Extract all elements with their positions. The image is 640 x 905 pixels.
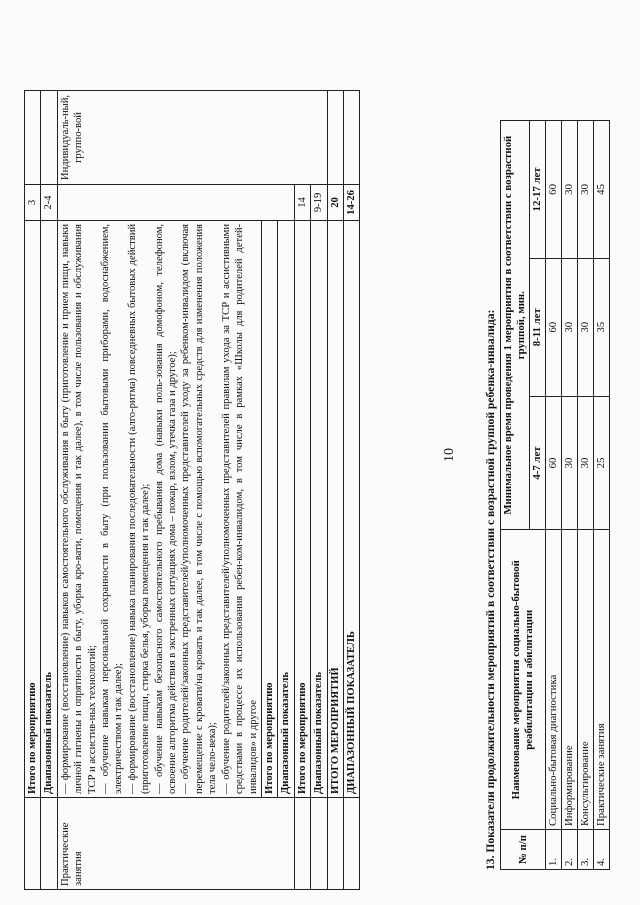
row-value: 30 (562, 396, 578, 530)
list-item: — формирование (восстановление) навыков самостоятельного обслуживания в быту (приготовление и прием пищи, навыки личной гигиены и опрятности в быту, уборка кро-вати, помещения и так далее), в том числе пользования и обслуживания ТСР и ассистив-ных технологий; (59, 223, 98, 795)
row-number: 4. (594, 830, 610, 870)
row-value: 25 (594, 396, 610, 530)
empty-cell (25, 798, 41, 890)
table-header-row (501, 121, 530, 870)
list-item: — формирование (восстановление) навыка планирования последовательности (алго-ритма) повседневных бытовых действий (приготовление пищи, стирка белья, уборка помещения и так далее); (126, 223, 152, 795)
table-row (57, 91, 261, 890)
category-cell: Практические занятия (57, 798, 294, 890)
column-header-name: Наименование мероприятия социально-бытовой реабилитации и абилитации (501, 530, 546, 830)
activities-table (24, 90, 360, 890)
empty-cell (41, 798, 57, 890)
table-row (25, 91, 41, 890)
list-item: — обучение родителей/законных представителей/уполномоченных представителей уходу за ребенком-инвалидом (включая перемещение с кровати/на кровать и так далее, в том числе с помощью вспомогательных средств для изменения положения тела чело-века); (180, 223, 219, 795)
total-value: 3 (25, 184, 41, 220)
grand-total-label: ИТОГО МЕРОПРИЯТИЙ (327, 220, 343, 797)
table-row (343, 91, 359, 890)
row-value: 30 (562, 258, 578, 396)
total-label: Итого по мероприятию (294, 220, 310, 797)
list-item: — обучение навыкам персональной сохранности в быту (при пользовании бытовыми приборами, водоснабжением, электричеством и так далее); (100, 223, 125, 795)
table-row (594, 121, 610, 870)
age-group-header: 8-11 лет (530, 258, 546, 396)
column-header-number: № п/п (501, 830, 546, 870)
table-row (562, 121, 578, 870)
column-header-time: Минимальное время проведения 1 мероприятия в соответствии с возрастной группой, мин. (501, 121, 530, 530)
age-group-header: 4-7 лет (530, 396, 546, 530)
row-number: 1. (546, 830, 562, 870)
items-cell (57, 220, 261, 797)
empty-cell (294, 798, 310, 890)
rotated-sheet (20, 12, 620, 892)
row-name: Информирование (562, 530, 578, 830)
empty-cell (311, 798, 327, 890)
row-name: Консультирование (578, 530, 594, 830)
table-row (311, 91, 327, 890)
row-value: 35 (594, 258, 610, 396)
grand-range-value: 14-26 (343, 184, 359, 220)
table-row (294, 91, 310, 890)
page-number: 10 (442, 448, 457, 462)
total-label: Итого по мероприятию (261, 220, 277, 797)
row-value: 60 (546, 396, 562, 530)
empty-cell (327, 798, 343, 890)
empty-cell (57, 184, 294, 220)
empty-cell (343, 91, 359, 185)
empty-cell (327, 91, 343, 185)
table-row (578, 121, 594, 870)
row-value: 30 (578, 258, 594, 396)
age-group-header: 12-17 лет (530, 121, 546, 259)
row-number: 2. (562, 830, 578, 870)
range-label: Диапазонный показатель (311, 220, 327, 797)
row-value: 30 (562, 121, 578, 259)
table-row (546, 121, 562, 870)
list-item: — обучение навыкам безопасного самостоятельного пребывания дома (навыки поль-зования домофоном, телефоном, освоение алгоритма действия в экстренных ситуациях дома – пожар, взлом, утечка газа и другое); (153, 223, 179, 795)
list-item: — обучение родителей/законных представителей/уполномоченных представителей правилам ухода за ТСР и ассистивными средствами в процессе их использования ребен-ком-инвалидом, в том числе в рамках «Школы для родителей детей-инвалидов» и другое (220, 223, 259, 795)
range-label: Диапазонный показатель (41, 220, 57, 797)
section-heading: 13. Показатели продолжительности мероприятий в соответствии с возрастной группой ребенка-инвалида: (484, 309, 497, 870)
row-name: Социально-бытовая диагностика (546, 530, 562, 830)
total-label: Итого по мероприятию (25, 220, 41, 797)
row-number: 3. (578, 830, 594, 870)
grand-range-label: ДИАПАЗОННЫЙ ПОКАЗАТЕЛЬ (343, 220, 359, 797)
row-value: 30 (578, 121, 594, 259)
empty-cell (25, 91, 41, 185)
table-row (41, 91, 57, 890)
range-label: Диапазонный показатель (278, 220, 294, 797)
row-name: Практические занятия (594, 530, 610, 830)
range-value: 9-19 (311, 184, 327, 220)
range-value: 2-4 (41, 184, 57, 220)
row-value: 30 (578, 396, 594, 530)
empty-cell (41, 91, 57, 185)
form-cell: Индивидуаль-ный, группо-вой (57, 91, 327, 185)
row-value: 60 (546, 258, 562, 396)
table-row (327, 91, 343, 890)
row-value: 60 (546, 121, 562, 259)
empty-cell (343, 798, 359, 890)
total-value: 14 (294, 184, 310, 220)
grand-total-value: 20 (327, 184, 343, 220)
durations-table (500, 120, 610, 870)
row-value: 45 (594, 121, 610, 259)
